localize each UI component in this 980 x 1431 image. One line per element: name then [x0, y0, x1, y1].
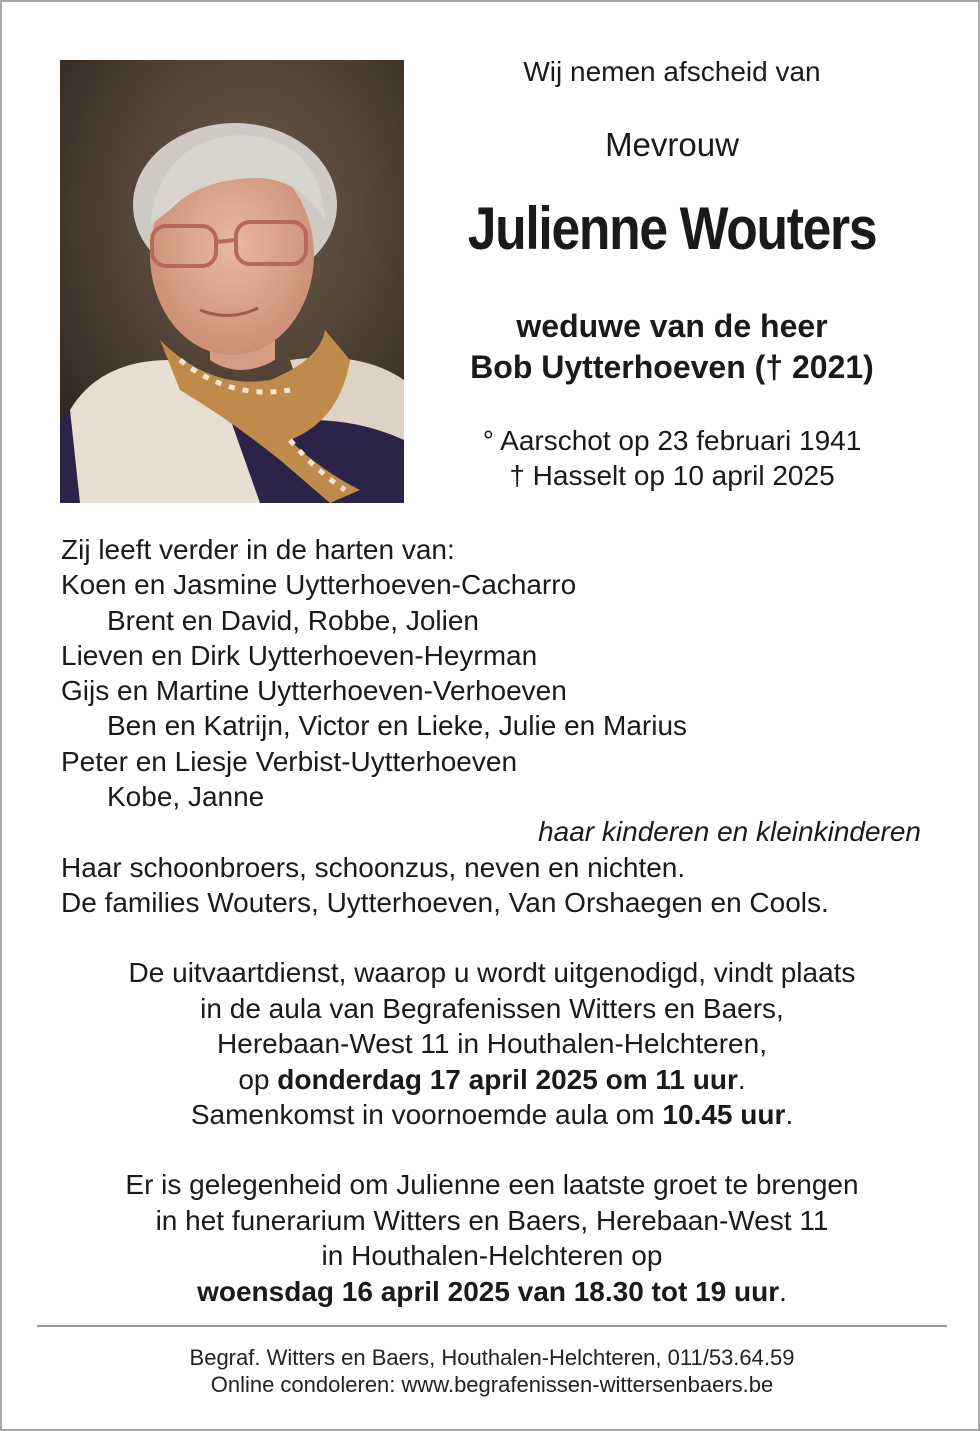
service-date-line — [2, 1062, 980, 1098]
online-condolence-link[interactable]: Online condoleren: www.begrafenissen-wittersenbaers.be — [210, 1372, 774, 1397]
visit-date-line — [2, 1274, 980, 1310]
footer — [2, 1344, 980, 1398]
family-line: Gijs en Martine Uytterhoeven-Verhoeven — [61, 675, 567, 707]
service-line: De uitvaartdienst, waarop u wordt uitgenodigd, vindt plaats — [128, 957, 856, 988]
family-line: Brent en David, Robbe, Jolien — [107, 604, 479, 636]
undertaker-contact: Begraf. Witters en Baers, Houthalen-Helchteren, 011/53.64.59 — [189, 1345, 795, 1370]
deceased-name: Julienne Wouters — [467, 195, 877, 262]
service-date-prefix: op — [238, 1063, 278, 1095]
portrait-photo — [60, 60, 404, 503]
funeral-service-info — [2, 955, 980, 1133]
widow-line-2: Bob Uytterhoeven († 2021) — [470, 349, 874, 385]
death-line: † Hasselt op 10 april 2025 — [509, 460, 835, 491]
portrait-image — [60, 60, 404, 503]
visit-date: woensdag 16 april 2025 van 18.30 tot 19 uur — [197, 1275, 780, 1307]
gathering-suffix: . — [785, 1099, 794, 1130]
family-role: haar kinderen en kleinkinderen — [538, 816, 921, 848]
widow-of — [422, 306, 922, 388]
service-date: donderdag 17 april 2025 om 11 uur — [277, 1063, 738, 1095]
birth-line: ° Aarschot op 23 februari 1941 — [482, 425, 862, 456]
service-date-suffix: . — [737, 1063, 746, 1095]
family-line: Kobe, Janne — [107, 781, 265, 813]
visit-line: Er is gelegenheid om Julienne een laatste groet te brengen — [125, 1169, 859, 1200]
family-line: Ben en Katrijn, Victor en Lieke, Julie en Marius — [107, 710, 688, 742]
visit-line: in Houthalen-Helchteren op — [321, 1240, 663, 1271]
gathering-prefix: Samenkomst in voornoemde aula om — [190, 1099, 663, 1130]
family-line: Lieven en Dirk Uytterhoeven-Heyrman — [61, 639, 538, 671]
gathering-time: 10.45 uur — [662, 1099, 786, 1130]
service-line: in de aula van Begrafenissen Witters en Baers, — [200, 992, 784, 1024]
gathering-line — [2, 1097, 980, 1133]
family-line: Koen en Jasmine Uytterhoeven-Cacharro — [61, 569, 577, 601]
family-extra-2: De families Wouters, Uytterhoeven, Van Orshaegen en Cools. — [61, 886, 829, 918]
family-heading: Zij leeft verder in de harten van: — [61, 534, 455, 565]
widow-line-1: weduwe van de heer — [516, 308, 828, 344]
life-dates — [422, 423, 922, 493]
family-list — [61, 532, 931, 920]
intro-text: Wij nemen afscheid van — [523, 56, 821, 87]
visit-date-suffix: . — [779, 1275, 787, 1307]
service-line: Herebaan-West 11 in Houthalen-Helchteren, — [217, 1028, 767, 1059]
divider — [37, 1325, 947, 1327]
family-extra-1: Haar schoonbroers, schoonzus, neven en nichten. — [61, 851, 686, 883]
title-text: Mevrouw — [605, 126, 739, 163]
visit-line: in het funerarium Witters en Baers, Herebaan-West 11 — [155, 1204, 829, 1236]
family-line: Peter en Liesje Verbist-Uytterhoeven — [61, 745, 518, 777]
visitation-info — [2, 1167, 980, 1309]
